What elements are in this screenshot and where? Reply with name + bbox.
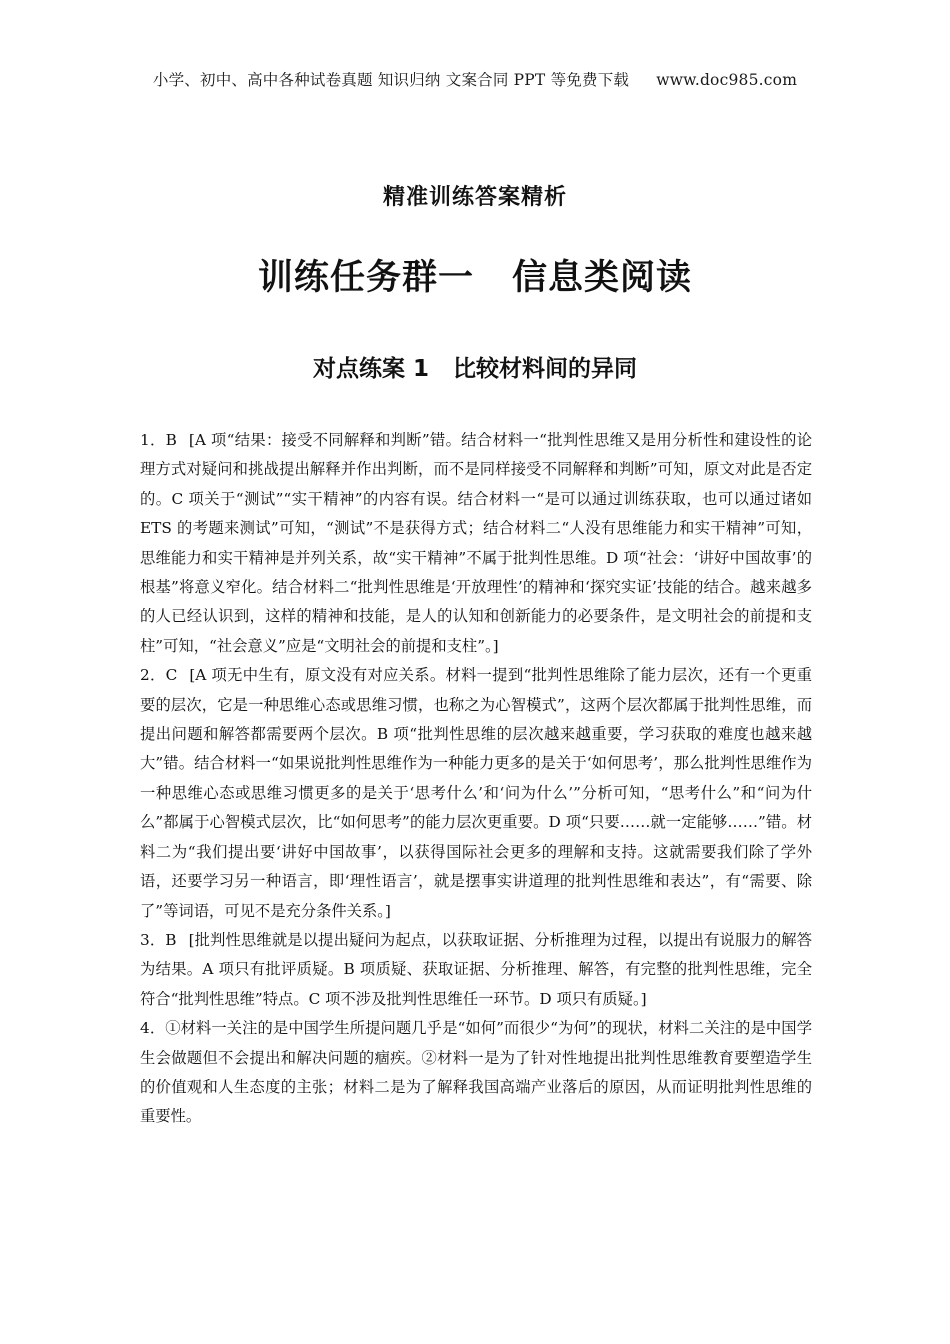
answer-text: [A 项“结果：接受不同解释和判断”错。结合材料一“批判性思维又是用分析性和建设性的论理方式对疑问和挑战提出解释并作出判断，而不是同样接受不同解释和判断”可知，原文对此是否定的。C 项关于“测试”“实干精神”的内容有误。结合材料一“是可以通过训练获取，也可以通过诸如 ETS 的考题来测试”可知，“测试”不是获得方式；结合材料二“人没有思维能力和实干精神”可知，思维能力和实干精神是并列关系，故“实干精神”不属于批判性思维。D 项“社会：‘讲好中国故事’的根基”将意义窄化。结合材料二“批判性思维是‘开放理性’的精神和‘探究实证’技能的结合。越来越多的人已经认识到，这样的精神和技能，是人的认知和创新能力的必要条件，是文明社会的前提和支柱”可知，“社会意义”应是“文明社会的前提和支柱”。]: [140, 431, 813, 655]
answer-item: [140, 426, 812, 661]
answer-item: [140, 926, 812, 1014]
answer-item: [140, 1014, 812, 1132]
answer-text: ①材料一关注的是中国学生所提问题几乎是“如何”而很少“为何”的现状，材料二关注的是中国学生会做题但不会提出和解决问题的痼疾。②材料一是为了针对性地提出批判性思维教育要塑造学生的价值观和人生态度的主张；材料二是为了解释我国高端产业落后的原因，从而证明批判性思维的重要性。: [140, 1019, 812, 1126]
answer-list: [140, 426, 812, 1132]
header-url[interactable]: www.doc985.com: [656, 71, 798, 89]
answer-number: 1．B: [140, 431, 177, 449]
page-title-part2: 信息类阅读: [512, 258, 693, 298]
answer-item: [140, 661, 812, 926]
answer-text: [A 项无中生有，原文没有对应关系。材料一提到“批判性思维除了能力层次，还有一个更重要的层次，它是一种思维心态或思维习惯，也称之为心智模式”，这两个层次都属于批判性思维，而提出问题和解答都需要两个层次。B 项“批判性思维的层次越来越重要，学习获取的难度也越来越大”错。结合材料一“如果说批判性思维作为一种能力更多的是关于‘如何思考’，那么批判性思维作为一种思维心态或思维习惯更多的是关于‘思考什么’和‘问为什么’”分析可知，“思考什么”和“问为什么”都属于心智模式层次，比“如何思考”的能力层次更重要。D 项“只要……就一定能够……”错。材料二为“我们提出要‘讲好中国故事’，以获得国际社会更多的理解和支持。这就需要我们除了学外语，还要学习另一种语言，即‘理性语言’，就是摆事实讲道理的批判性思维和表达”，有“需要、除了”等词语，可见不是充分条件关系。]: [140, 666, 813, 920]
section-title: [0, 350, 950, 383]
answer-number: 3．B: [140, 930, 177, 949]
header-text: 小学、初中、高中各种试卷真题 知识归纳 文案合同 PPT 等免费下载: [152, 71, 630, 89]
answer-number: 4．: [140, 1019, 166, 1038]
answer-number: 2．C: [140, 666, 178, 685]
answer-text: [批判性思维就是以提出疑问为起点，以获取证据、分析推理为过程，以提出有说服力的解答为结果。A 项只有批评质疑。B 项质疑、获取证据、分析推理、解答，有完整的批判性思维，完全符合“批判性思维”特点。C 项不涉及批判性思维任一环节。D 项只有质疑。]: [140, 930, 812, 1008]
page-title-part1: 训练任务群一: [257, 258, 474, 298]
section-title-part1: 对点练案 1: [312, 356, 429, 382]
document-subtitle: 精准训练答案精析: [382, 185, 567, 210]
page-title: [0, 250, 950, 300]
page-header: [0, 68, 950, 90]
section-title-part2: 比较材料间的异同: [453, 356, 637, 382]
